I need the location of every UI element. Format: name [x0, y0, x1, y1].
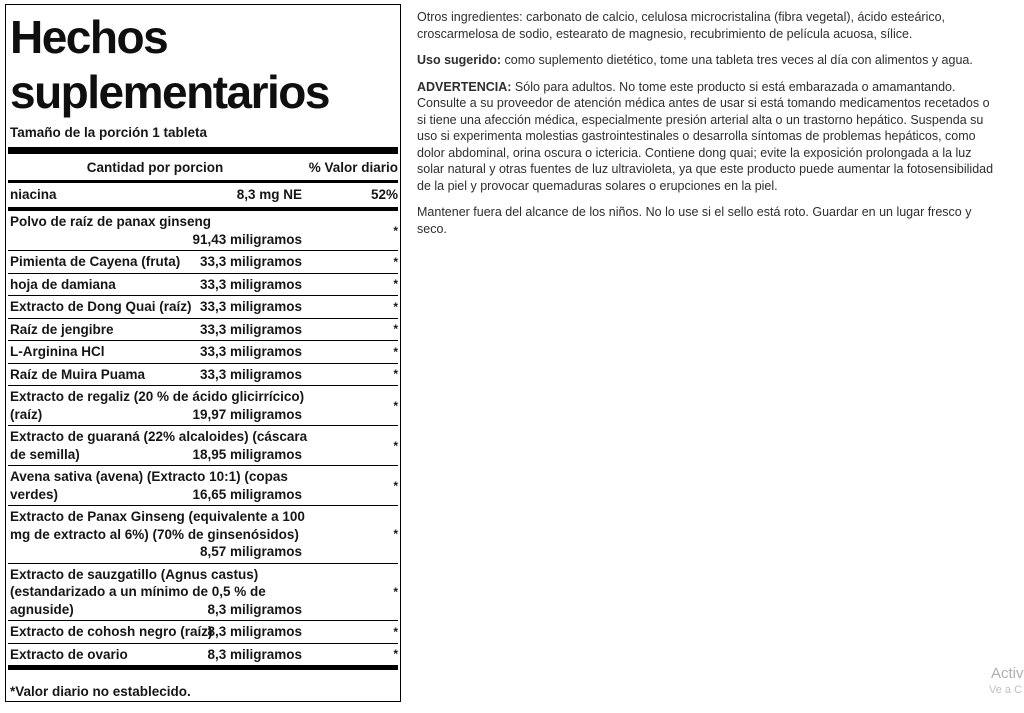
table-row: [8, 505, 398, 563]
info-paragraph: Mantener fuera del alcance de los niños. No lo use si el sello está roto. Guardar en un lugar fresco y seco.: [417, 205, 972, 236]
table-row: [8, 250, 398, 273]
niacin-amount: 8,3 mg NE: [236, 187, 302, 202]
supplement-facts-panel: [5, 4, 401, 702]
daily-value-asterisk: *: [393, 527, 398, 542]
ingredient-name: Extracto de Dong Quai (raíz): [10, 299, 192, 314]
daily-value-asterisk: *: [393, 624, 398, 639]
daily-value-asterisk: *: [393, 367, 398, 382]
ingredient-amount: 33,3 miligramos: [199, 321, 302, 337]
table-row: [8, 563, 398, 621]
ingredient-name: de semilla): [10, 446, 80, 462]
ingredient-amount: 8,3 miligramos: [207, 646, 302, 662]
panel-title: [8, 5, 398, 120]
ingredient-name: (estandarizado a un mínimo de 0,5 % de: [10, 584, 266, 599]
info-paragraph: Otros ingredientes: carbonato de calcio, celulosa microcristalina (fibra vegetal), ácido esteárico, croscarmelosa de sodio, estearato de magnesio, recubrimiento de película acuosa, sílice.: [417, 10, 946, 41]
panel-title-line2: suplementarios: [10, 66, 329, 118]
niacin-name: niacina: [10, 187, 57, 202]
ingredient-name: Extracto de sauzgatillo (Agnus castus): [10, 566, 259, 582]
table-row: [8, 211, 398, 250]
ingredient-name: agnuside): [10, 601, 74, 617]
watermark-line1: Activ: [991, 665, 1024, 682]
info-column: [417, 9, 995, 247]
daily-value-asterisk: *: [393, 223, 398, 238]
table-row: [8, 425, 398, 465]
table-row: [8, 318, 398, 341]
ingredient-name: Extracto de regaliz (20 % de ácido glicirrícico): [10, 389, 305, 404]
ingredient-amount: 91,43 miligramos: [192, 231, 302, 247]
panel-title-line1: Hechos: [10, 11, 168, 63]
ingredient-name: Avena sativa (avena) (Extracto 10:1) (copas: [10, 469, 288, 484]
daily-value-asterisk: *: [393, 398, 398, 413]
daily-value-asterisk: *: [393, 322, 398, 337]
ingredient-name: (raíz): [10, 406, 43, 422]
paragraph-lead: ADVERTENCIA:: [417, 79, 512, 94]
ingredient-name: verdes): [10, 486, 59, 502]
niacin-daily-value: 52%: [370, 187, 398, 202]
ingredient-name: Extracto de guaraná (22% alcaloides) (cáscara: [10, 429, 308, 444]
serving-size: Tamaño de la porción 1 tableta: [10, 125, 208, 140]
daily-value-column-header: % Valor diario: [308, 160, 398, 175]
ingredient-amount: 18,95 miligramos: [192, 446, 302, 462]
table-row: [8, 340, 398, 363]
niacin-row: [8, 183, 398, 207]
ingredient-name: Raíz de Muira Puama: [10, 366, 146, 382]
ingredient-amount: 33,3 miligramos: [199, 366, 302, 382]
ingredient-amount: 33,3 miligramos: [199, 344, 302, 359]
ingredient-name: Extracto de Panax Ginseng (equivalente a 100: [10, 509, 305, 524]
ingredient-amount: 8,3 miligramos: [207, 624, 302, 639]
info-paragraph: ADVERTENCIA: Sólo para adultos. No tome este producto si está embarazada o amamantando. Consulte a su proveedor de atención médica antes de usar si está tomando medicamentos recetados o si tiene una afección médica, especialmente presión arterial alta o un trastorno hepático. Suspenda su uso si experimenta molestias gastrointestinales o desarrolla síntomas de problemas hepáticos, como dolor abdominal, orina oscura o ictericia. Contiene dong quai; evite la exposición prolongada a la luz solar natural y otras fuentes de luz ultravioleta, ya que este producto puede aumentar la fotosensibilidad de la piel y provocar quemaduras solares o erupciones en la piel.: [417, 79, 994, 193]
ingredient-name: Pimienta de Cayena (fruta): [10, 254, 181, 269]
ingredient-amount: 33,3 miligramos: [199, 299, 302, 314]
ingredient-name: Polvo de raíz de panax ginseng: [10, 214, 212, 229]
ingredient-name: Extracto de cohosh negro (raíz): [10, 624, 213, 639]
daily-value-footnote: *Valor diario no establecido.: [10, 684, 191, 699]
info-paragraph: Uso sugerido: como suplemento dietético, tome una tableta tres veces al día con alimentos y agua.: [417, 53, 973, 67]
table-row: [8, 385, 398, 425]
paragraph-lead: Uso sugerido:: [417, 53, 502, 67]
ingredient-rows: [8, 211, 398, 665]
daily-value-asterisk: *: [393, 299, 398, 314]
table-row: [8, 295, 398, 318]
ingredient-amount: 8,57 miligramos: [199, 544, 302, 559]
table-row: [8, 465, 398, 505]
watermark-line2: Ve a C: [989, 684, 1023, 696]
daily-value-asterisk: *: [393, 438, 398, 453]
daily-value-asterisk: *: [393, 254, 398, 269]
ingredient-amount: 16,65 miligramos: [192, 486, 302, 502]
ingredient-amount: 8,3 miligramos: [207, 601, 302, 617]
ingredient-amount: 33,3 miligramos: [199, 276, 302, 292]
ingredient-amount: 19,97 miligramos: [192, 406, 302, 422]
ingredient-name: Raíz de jengibre: [10, 321, 114, 337]
ingredient-name: Extracto de ovario: [10, 646, 128, 662]
table-row: [8, 643, 398, 666]
table-header: [8, 154, 398, 183]
daily-value-asterisk: *: [393, 478, 398, 493]
daily-value-asterisk: *: [393, 647, 398, 662]
daily-value-asterisk: *: [393, 344, 398, 359]
amount-column-header: Cantidad por porcion: [86, 160, 224, 175]
table-row: [8, 620, 398, 643]
daily-value-asterisk: *: [393, 277, 398, 292]
ingredient-name: mg de extracto al 6%) (70% de ginsenósidos): [10, 526, 299, 542]
ingredient-amount: 33,3 miligramos: [199, 254, 302, 269]
ingredient-name: L-Arginina HCl: [10, 344, 105, 359]
table-row: [8, 363, 398, 386]
daily-value-asterisk: *: [393, 584, 398, 599]
ingredient-name: hoja de damiana: [10, 276, 116, 292]
table-row: [8, 273, 398, 296]
thick-divider-top: [8, 147, 398, 154]
